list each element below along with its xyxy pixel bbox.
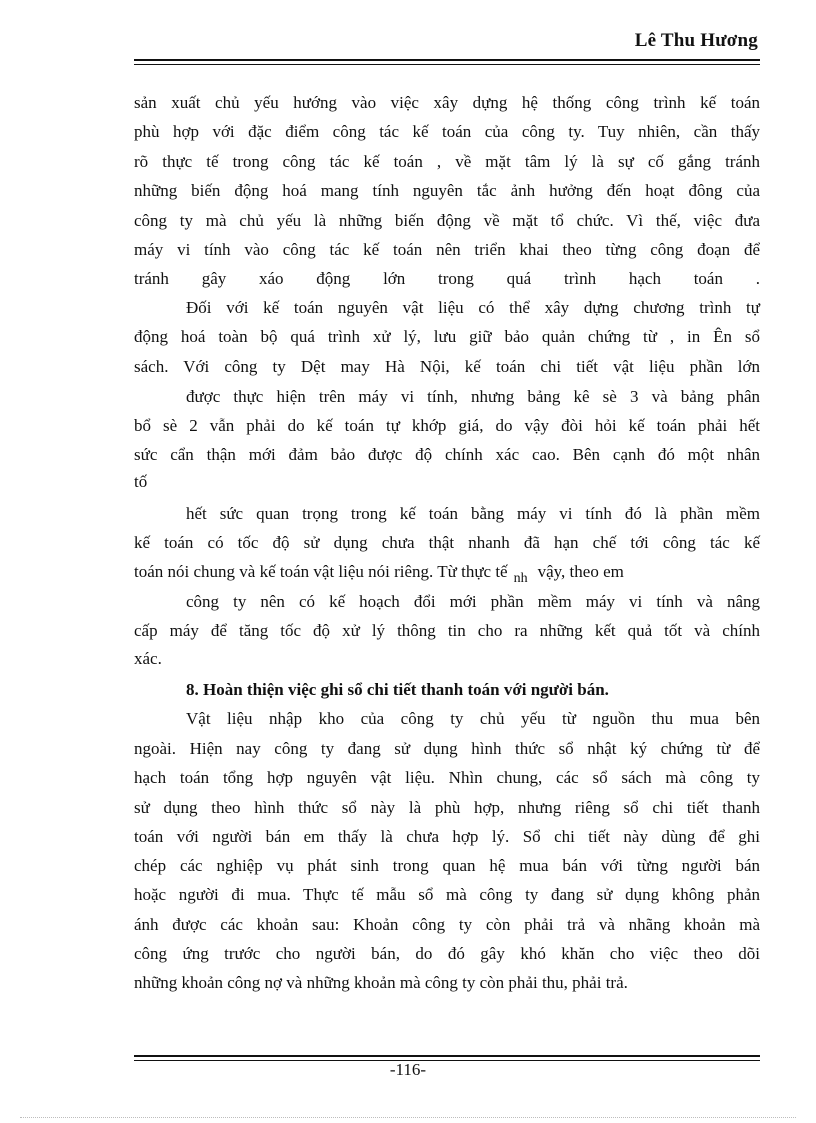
- header-author: Lê Thu Hương: [634, 30, 758, 51]
- text-line: hạch toán tổng hợp nguyên vật liệu. Nhìn chung, các sổ sách mà công ty: [134, 768, 760, 787]
- text-fragment: toán nói chung và kế toán vật liệu nói riêng. Từ thực tế: [134, 562, 508, 581]
- text-line: sức cẩn thận mới đảm bảo được độ chính xác cao. Bên cạnh đó một nhân: [134, 445, 760, 464]
- text-line: công ty mà chủ yếu là những biến động về mặt tổ chức. Vì thế, việc đưa: [134, 211, 760, 230]
- text-fragment: vậy, theo em: [537, 562, 624, 581]
- text-line: sản xuất chủ yếu hướng vào việc xây dựng hệ thống công trình kế toán: [134, 93, 760, 112]
- text-line: xác.: [134, 649, 162, 668]
- text-line-with-subscript: [134, 561, 760, 585]
- text-line: toán với người bán em thấy là chưa hợp lý. Sổ chi tiết này dùng để ghi: [134, 827, 760, 846]
- text-line: công ty nên có kế hoạch đổi mới phần mềm máy vi tính và nâng: [186, 592, 760, 611]
- text-line: Vật liệu nhập kho của công ty chủ yếu từ nguồn thu mua bên: [186, 709, 760, 728]
- text-line: tránh gây xáo động lớn trong quá trình hạch toán .: [134, 269, 760, 288]
- subscript-fragment: nh: [513, 571, 528, 586]
- page-edge-dotted-line: [20, 1117, 796, 1118]
- text-line: động hoá toàn bộ quá trình xử lý, lưu giữ bảo quản chứng từ , in Ên sổ: [134, 327, 760, 346]
- text-line: được thực hiện trên máy vi tính, nhưng bảng kê sè 3 và bảng phân: [186, 387, 760, 406]
- text-line: máy vi tính vào công tác kế toán nên triển khai theo từng công đoạn để: [134, 240, 760, 259]
- text-line: bổ sè 2 vẫn phải do kế toán tự khớp giá, do vậy đòi hỏi kế toán phải hết: [134, 416, 760, 435]
- text-line: sử dụng theo hình thức sổ này là phù hợp, nhưng riêng sổ chi tiết thanh: [134, 798, 760, 817]
- text-line: ánh được các khoản sau: Khoản công ty còn phải trả và nhãng khoản mà: [134, 915, 760, 934]
- text-line: chép các nghiệp vụ phát sinh trong quan hệ mua bán với từng người bán: [134, 856, 760, 875]
- text-line: cấp máy để tăng tốc độ xử lý thông tin cho ra những kết quả tốt và chính: [134, 621, 760, 640]
- text-line: Đối với kế toán nguyên vật liệu có thể xây dựng chương trình tự: [186, 298, 760, 317]
- text-line: những khoản công nợ và những khoản mà công ty còn phải thu, phải trả.: [134, 973, 628, 992]
- text-line: sách. Với công ty Dệt may Hà Nội, kế toán chi tiết vật liệu phần lớn: [134, 357, 760, 376]
- section-heading: 8. Hoàn thiện việc ghi sổ chi tiết thanh toán với người bán.: [186, 680, 609, 699]
- text-line: tố: [134, 472, 148, 491]
- header-divider: [134, 59, 760, 65]
- text-line: kế toán có tốc độ sử dụng chưa thật nhanh đã hạn chế tới công tác kế: [134, 533, 760, 552]
- text-line: hết sức quan trọng trong kế toán bằng máy vi tính đó là phần mềm: [186, 504, 760, 523]
- text-line: những biến động hoá mang tính nguyên tắc ảnh hưởng đến hoạt đông của: [134, 181, 760, 200]
- text-line: rõ thực tế trong công tác kế toán , về mặt tâm lý là sự cố gắng tránh: [134, 152, 760, 171]
- text-line: phù hợp với đặc điểm công tác kế toán của công ty. Tuy nhiên, cần thấy: [134, 122, 760, 141]
- page-number: -116-: [389, 1060, 427, 1079]
- text-line: hoặc người đi mua. Thực tế mẫu sổ mà công ty đang sử dụng không phản: [134, 885, 760, 904]
- text-line: công ứng trước cho người bán, do đó gây khó khăn cho việc theo dõi: [134, 944, 760, 963]
- text-line: ngoài. Hiện nay công ty đang sử dụng hình thức sổ nhật ký chứng từ để: [134, 739, 760, 758]
